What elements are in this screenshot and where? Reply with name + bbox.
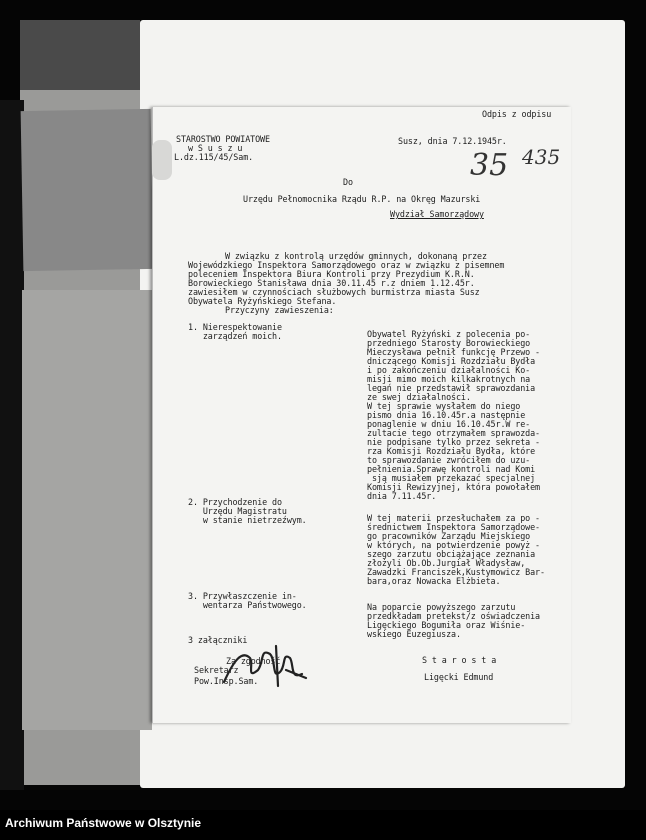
item-detail: dnia 7.11.45r. [367,491,437,501]
item-detail: Komisji Rewizyjnej, która powołałem [367,482,540,492]
recipient-department: Wydział Samorządowy [390,209,484,219]
body-line: Obywatela Ryżyńskiego Stefana. [188,296,337,306]
item-detail: pismo dnia 16.10.45r.a następnie [367,410,526,420]
item-label: w stanie nietrzeźwym. [188,515,307,525]
item-label: 1. Nierespektowanie [188,322,282,332]
item-detail: sją musiałem przekazać specjalnej [367,473,536,483]
item-label: 2. Przychodzenie do [188,497,282,507]
item-detail: nie podpisane tylko przez sekreta - [367,437,540,447]
item-detail: W tej materii przesłuchałem za po - [367,513,540,523]
item-detail: wskiego Euzegiusza. [367,629,461,639]
item-detail: złożyli Ob.Ob.Jurgiał Władysław, [367,558,526,568]
item-detail: rza Komisji Rozdziału Bydła, które [367,446,536,456]
recipient-office: Urzędu Pełnomocnika Rządu R.P. na Okręg Mazurski [243,194,481,204]
body-line: zawiesiłem w czynnościach służbowych burmistrza miasta Susz [188,287,480,297]
body-line: W związku z kontrolą urzędów gminnych, dokonaną przez [225,251,487,261]
item-detail: Ligęckiego Bogumiła oraz Wiśnie- [367,620,526,630]
item-label: Urzędu Magistratu [188,506,287,516]
handwritten-signature [220,640,310,690]
to-label: Do [343,177,353,187]
item-detail: szego zarzutu obciążające zeznania [367,549,536,559]
left-card-top [20,20,140,90]
archival-folder-edge [22,290,152,730]
item-label: wentarza Państwowego. [188,600,307,610]
item-label: zarządzeń moich. [188,331,282,341]
item-detail: średnictwem Inspektora Samorządowe- [367,522,540,532]
item-detail: ze swej działalności. [367,392,471,402]
reference-number: L.dz.115/45/Sam. [174,152,254,162]
body-line: Przyczyny zawieszenia: [225,305,334,315]
signature-name: Ligęcki Edmund [424,672,494,682]
item-detail: W tej sprawie wysłałem do niego [367,401,521,411]
item-detail: przedniego Starosty Borowieckiego [367,338,531,348]
item-detail: Na poparcie powyższego zarzutu [367,602,516,612]
copy-verification-3: Pow.Insp.Sam. [194,676,259,686]
item-detail: to sprawozdanie zwróciłem do uzu- [367,455,531,465]
item-detail: przedkładam pretekst/z oświadczenia [367,611,540,621]
item-detail: zultacie tego otrzymałem sprawozda- [367,428,540,438]
body-line: Borowieckiego Stanisława dnia 30.11.45 r.z dniem 1.12.45r. [188,278,475,288]
item-detail: Zawadzki Franciszek,Kustymowicz Bar- [367,567,545,577]
item-detail: Obywatel Ryżyński z polecenia po- [367,329,531,339]
copy-verification-1: Za zgodność [226,656,281,666]
archival-folder-flap [21,109,154,271]
item-detail: Mieczysława pełnił funkcję Przewo - [367,347,540,357]
signature-title: S t a r o s t a [422,655,497,665]
item-detail: dniczącego Komisji Rozdziału Bydła [367,356,536,366]
item-detail: legań nie przedstawił sprawozdania [367,383,536,393]
item-label: 3. Przywłaszczenie in- [188,591,297,601]
body-line: Wojewódzkiego Inspektora Samorządowego oraz w związku z pisemnem [188,260,505,270]
place-date: Susz, dnia 7.12.1945r. [398,136,507,146]
item-detail: i po zakończeniu działalności Ko- [367,365,531,375]
item-detail: pełnienia.Sprawę kontroli nad Komi [367,464,536,474]
handwritten-number: 35 [470,148,509,183]
item-detail: misji mimo moich kilkakrotnych na [367,374,531,384]
item-detail: ponaglenie w dniu 16.10.45r.W re- [367,419,531,429]
attachments: 3 załączniki [188,635,248,645]
copy-verification-2: Sekretarz [194,665,239,675]
copy-mark: Odpis z odpisu [482,109,552,119]
punch-hole [152,140,172,180]
item-detail: bara,oraz Nowacka Elżbieta. [367,576,501,586]
item-detail: go pracowników Zarządu Miejskiego [367,531,531,541]
left-strip [0,100,24,790]
office-place: w S u s z u [188,143,243,153]
archive-name: Archiwum Państwowe w Olsztynie [5,816,202,830]
item-detail: w których, na potwierdzenie powyż - [367,540,540,550]
body-line: poleceniem Inspektora Biura Kontroli przy Prezydium K.R.N. [188,269,475,279]
office-name: STAROSTWO POWIATOWE [176,134,270,144]
handwritten-number-top: 435 [522,145,561,169]
